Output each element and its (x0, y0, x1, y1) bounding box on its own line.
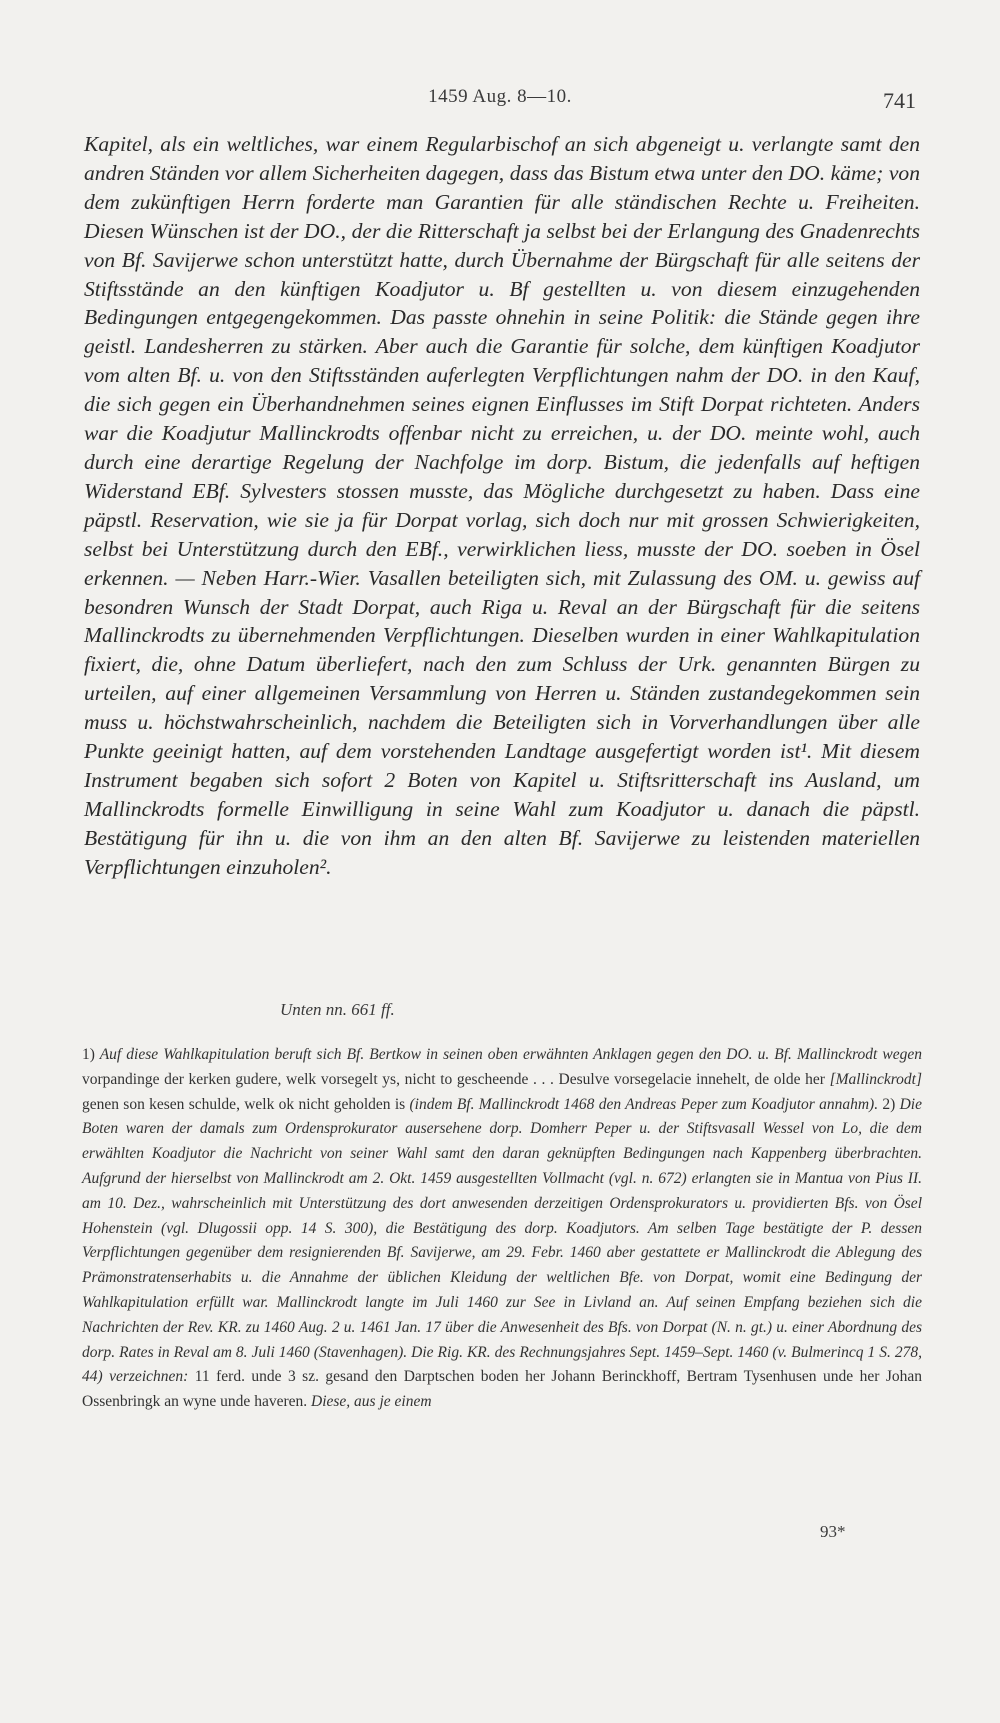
footnote-2-quote: 11 ferd. unde 3 sz. gesand den Darptschen boden her Johann Berinckhoff, Bertram Tysenhusen unde her Johan Ossenbringk an wyne unde haveren. (82, 1368, 922, 1411)
footnote-1-text: Auf diese Wahlkapitulation beruft sich Bf. Bertkow in seinen oben erwähnten Anklagen gegen den DO. u. Bf. Mallinckrodt wegen (94, 1046, 922, 1063)
footnote-1-gloss: (indem Bf. Mallinckrodt 1468 den Andreas Peper zum Koadjutor annahm). (409, 1095, 879, 1113)
running-title: 1459 Aug. 8—10. (428, 86, 572, 107)
footnote-1-marker: 1) (82, 1046, 95, 1063)
footnote-1-quote-2: genen son kesen schulde, welk ok nicht geholden is (82, 1095, 410, 1113)
cross-reference: Unten nn. 661 ff. (280, 1000, 395, 1019)
footnote-1-bracket: [Mallinckrodt] (829, 1070, 922, 1088)
page-number: 741 (883, 88, 916, 113)
body-paragraph: Kapitel, als ein weltliches, war einem Regularbischof an sich abgeneigt u. verlangte samt den andren Ständen vor allem Sicherheiten dagegen, dass das Bistum etwa unter den DO. käme; von dem zukünftigen Herrn forderte man Garantien für alle ständischen Rechte u. Freiheiten. Diesen Wünschen ist der DO., der die Ritterschaft ja selbst bei der Erlangung des Gnadenrechts von Bf. Savijerwe schon unterstützt hatte, durch Übernahme der Bürgschaft für alle seitens der Stiftsstände an den künftigen Koadjutor u. Bf gestellten u. von diesem einzugehenden Bedingungen entgegengekommen. Das passte ohnehin in seine Politik: die Stände gegen ihre geistl. Landesherren zu stärken. Aber auch die Garantie für solche, dem künftigen Koadjutor vom alten Bf. u. von den Stiftsständen auferlegten Verpflichtungen nahm der DO. in den Kauf, die sich gegen ein Überhandnehmen seines eignen Einflusses im Stift Dorpat richteten. Anders war die Koadjutur Mallinckrodts offenbar nicht zu erreichen, u. der DO. meinte wohl, auch durch eine derartige Regelung der Nachfolge im dorp. Bistum, die jedenfalls auf heftigen Widerstand EBf. Sylvesters stossen musste, das Mögliche durchgesetzt zu haben. Dass eine päpstl. Reservation, wie sie ja für Dorpat vorlag, sich doch nur mit grossen Schwierigkeiten, selbst bei Unterstützung durch den EBf., verwirklichen liess, musste der DO. soeben in Ösel erkennen. — Neben Harr.-Wier. Vasallen beteiligten sich, mit Zulassung des OM. u. gewiss auf besondren Wunsch der Stadt Dorpat, auch Riga u. Reval an der Bürgschaft für die seitens Mallinckrodts zu übernehmenden Verpflichtungen. Dieselben wurden in einer Wahlkapitulation fixiert, die, ohne Datum überliefert, nach den zum Schluss der Urk. genannten Bürgen zu urteilen, auf einer allgemeinen Versammlung von Herren u. Ständen zustandegekommen sein muss u. höchstwahrscheinlich, nachdem die Beteiligten sich in Vorverhandlungen über alle Punkte geeinigt hatten, auf dem vorstehenden Landtage ausgefertigt worden ist¹. Mit diesem Instrument begaben sich sofort 2 Boten von Kapitel u. Stiftsritterschaft ins Ausland, um Mallinckrodts formelle Einwilligung in seine Wahl zum Koadjutor u. danach die päpstl. Bestätigung für ihn u. die von ihm an den alten Bf. Savijerwe zu leistenden materiellen Verpflichtungen einzuholen². (84, 132, 920, 879)
footnote-1-quote: vorpandinge der kerken gudere, welk vorsegelt ys, nicht to gescheende . . . Desulve vorsegelacie innehelt, de olde her (82, 1070, 830, 1088)
footnote-2-text: Die Boten waren der damals zum Ordensprokurator ausersehene dorp. Domherr Peper u. der Stiftsvasall Wessel von Lo, die dem erwählten Koadjutor die Nachricht von seiner Wahl samt den daran geknüpften Bedingungen nach Kappenberg überbrachten. Aufgrund der hierselbst von Mallinckrodt am 2. Okt. 1459 ausgestellten Vollmacht (vgl. n. 672) erlangten sie in Mantua von Pius II. am 10. Dez., wahrscheinlich mit Unterstützung des dort anwesenden derzeitigen Ordensprokurators u. providierten Bfs. von Ösel Hohenstein (vgl. Dlugossii opp. 14 S. 300), die Bestätigung des dorp. Koadjutors. Am selben Tage bestätigte der P. dessen Verpflichtungen gegenüber dem resignierenden Bf. Savijerwe, am 29. Febr. 1460 aber gestattete er Mallinckrodt die Ablegung des Prämonstratenserhabits u. die Annahme der üblichen Kleidung der weltlichen Bfe. von Dorpat, womit eine Bedingung der Wahlkapitulation erfüllt war. Mallinckrodt langte im Juli 1460 zur See in Livland an. Auf seinen Empfang beziehen sich die Nachrichten der Rev. KR. zu 1460 Aug. 2 u. 1461 Jan. 17 über die Anwesenheit des Bfs. von Dorpat (N. n. gt.) u. einer Abordnung des dorp. Rates in Reval am 8. Juli 1460 (Stavenhagen). Die Rig. KR. des Rechnungsjahres Sept. 1459–Sept. 1460 (v. Bulmerincq 1 S. 278, 44) verzeichnen: (82, 1095, 922, 1386)
sheet-signature: 93* (820, 1522, 846, 1541)
running-head (84, 80, 916, 114)
footnotes (82, 1043, 922, 1415)
footnote-2-continued: Diese, aus je einem (307, 1393, 432, 1411)
footnote-2-marker: 2) (882, 1095, 896, 1113)
